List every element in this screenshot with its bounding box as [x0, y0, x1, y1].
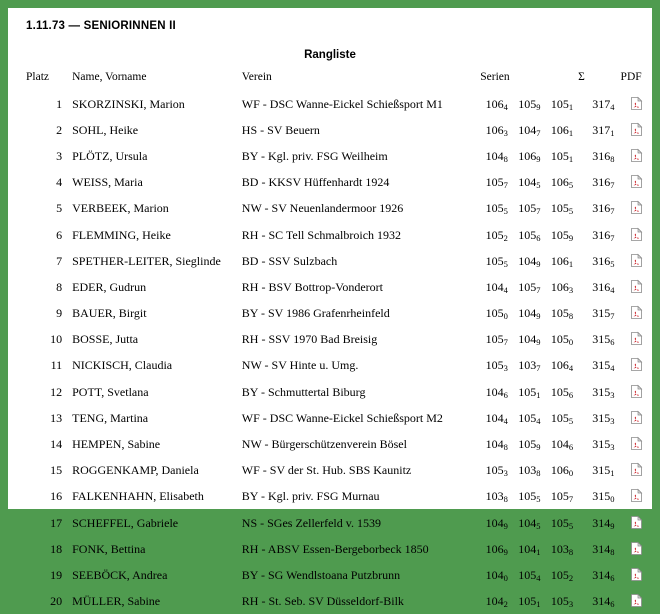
cell-sum: 3164 — [592, 279, 615, 295]
cell-serie-3: 1055 — [550, 201, 574, 217]
cell-pdf[interactable] — [621, 561, 652, 587]
cell-pdf[interactable] — [621, 588, 652, 614]
cell-serie-3: 1038 — [550, 541, 574, 557]
cell-serie-1: 1064 — [485, 96, 508, 112]
pdf-icon[interactable] — [631, 149, 642, 162]
cell-serie-3: 1061 — [550, 122, 574, 138]
cell-platz: 13 — [50, 410, 63, 425]
cell-verein: RH - St. Seb. SV Düsseldorf-Bilk — [241, 594, 404, 609]
cell-serie-3: 1052 — [550, 567, 574, 583]
cell-verein: WF - SV der St. Hub. SBS Kaunitz — [241, 463, 412, 478]
cell-pdf[interactable] — [621, 221, 652, 247]
table-row — [8, 90, 652, 116]
cell-platz: 12 — [50, 384, 63, 399]
cell-verein: BD - SSV Sulzbach — [241, 253, 338, 268]
cell-serie-1: 1057 — [485, 175, 508, 191]
cell-sum: 3156 — [592, 332, 615, 348]
cell-serie-2: 1037 — [518, 358, 541, 374]
cell-serie-2: 1047 — [518, 122, 541, 138]
cell-sum: 3151 — [592, 463, 615, 479]
pdf-icon[interactable] — [631, 411, 642, 424]
cell-serie-1: 1057 — [485, 332, 508, 348]
cell-platz: 15 — [50, 463, 63, 478]
cell-platz: 10 — [50, 332, 63, 347]
cell-pdf[interactable] — [621, 483, 652, 509]
cell-platz: 17 — [50, 515, 63, 530]
cell-name: ROGGENKAMP, Daniela — [72, 463, 199, 478]
cell-serie-2: 1054 — [518, 410, 541, 426]
cell-platz: 2 — [56, 122, 63, 137]
cell-serie-3: 1051 — [550, 96, 574, 112]
cell-sum: 3167 — [592, 201, 615, 217]
table-row — [8, 326, 652, 352]
cell-sum: 3154 — [592, 358, 615, 374]
cell-serie-1: 1053 — [485, 463, 508, 479]
cell-verein: WF - DSC Wanne-Eickel Schießsport M1 — [241, 96, 443, 111]
cell-serie-1: 1048 — [485, 148, 508, 164]
pdf-icon[interactable] — [631, 280, 642, 293]
cell-sum: 3146 — [592, 567, 615, 583]
cell-name: SCHEFFEL, Gabriele — [72, 515, 179, 530]
cell-verein: RH - SC Tell Schmalbroich 1932 — [241, 227, 402, 242]
cell-platz: 5 — [56, 201, 63, 216]
cell-serie-3: 1057 — [550, 489, 574, 505]
cell-serie-2: 1069 — [518, 148, 541, 164]
cell-serie-1: 1053 — [485, 358, 508, 374]
cell-pdf[interactable] — [621, 430, 652, 456]
cell-pdf[interactable] — [621, 169, 652, 195]
column-header-serien: Serien — [480, 71, 510, 83]
cell-pdf[interactable] — [621, 535, 652, 561]
cell-name: VERBEEK, Marion — [72, 201, 169, 216]
cell-serie-2: 1041 — [518, 541, 541, 557]
cell-serie-2: 1051 — [518, 594, 541, 610]
cell-serie-3: 1050 — [550, 332, 574, 348]
cell-serie-1: 1055 — [485, 201, 508, 217]
cell-pdf[interactable] — [621, 142, 652, 168]
cell-pdf[interactable] — [621, 90, 652, 116]
cell-serie-3: 1051 — [550, 148, 574, 164]
cell-verein: RH - ABSV Essen-Bergeborbeck 1850 — [241, 541, 429, 556]
cell-sum: 3167 — [592, 227, 615, 243]
table-row — [8, 535, 652, 561]
column-header-platz: Platz — [26, 71, 49, 83]
cell-pdf[interactable] — [621, 300, 652, 326]
cell-serie-2: 1059 — [518, 96, 541, 112]
cell-serie-2: 1056 — [518, 227, 541, 243]
cell-serie-2: 1051 — [518, 384, 541, 400]
table-row — [8, 561, 652, 587]
pdf-icon[interactable] — [631, 175, 642, 188]
cell-verein: WF - DSC Wanne-Eickel Schießsport M2 — [241, 410, 443, 425]
table-row — [8, 430, 652, 456]
column-header-name: Name, Vorname — [72, 71, 147, 83]
pdf-icon[interactable] — [631, 568, 642, 581]
cell-sum: 3157 — [592, 306, 615, 322]
cell-serie-1: 1050 — [485, 306, 508, 322]
pdf-icon[interactable] — [631, 358, 642, 371]
pdf-icon[interactable] — [631, 463, 642, 476]
pdf-icon[interactable] — [631, 437, 642, 450]
table-row — [8, 300, 652, 326]
cell-verein: NS - SGes Zellerfeld v. 1539 — [241, 515, 381, 530]
cell-serie-1: 1052 — [485, 227, 508, 243]
page-title: 1.11.73 — SENIORINNEN II — [26, 20, 176, 32]
cell-serie-2: 1045 — [518, 515, 541, 531]
cell-platz: 7 — [56, 253, 63, 268]
cell-platz: 6 — [56, 227, 63, 242]
cell-serie-1: 1063 — [485, 122, 508, 138]
cell-verein: BY - Kgl. priv. FSG Weilheim — [241, 148, 388, 163]
pdf-icon[interactable] — [631, 201, 642, 214]
cell-pdf[interactable] — [621, 352, 652, 378]
cell-platz: 18 — [50, 541, 63, 556]
cell-verein: BY - Schmuttertal Biburg — [241, 384, 366, 399]
cell-sum: 3148 — [592, 541, 615, 557]
cell-serie-2: 1054 — [518, 567, 541, 583]
list-title: Rangliste — [304, 49, 356, 61]
pdf-icon[interactable] — [631, 385, 642, 398]
cell-platz: 16 — [50, 489, 63, 504]
cell-serie-3: 1056 — [550, 384, 574, 400]
cell-sum: 3153 — [592, 410, 615, 426]
cell-sum: 3165 — [592, 253, 615, 269]
cell-serie-1: 1048 — [485, 437, 508, 453]
cell-name: FONK, Bettina — [72, 541, 146, 556]
cell-sum: 3153 — [592, 437, 615, 453]
table-row — [8, 483, 652, 509]
cell-platz: 19 — [50, 567, 63, 582]
cell-serie-3: 1055 — [550, 515, 574, 531]
table-row — [8, 404, 652, 430]
cell-serie-1: 1055 — [485, 253, 508, 269]
cell-platz: 20 — [50, 594, 63, 609]
cell-name: PLÖTZ, Ursula — [72, 148, 148, 163]
cell-serie-3: 1053 — [550, 594, 574, 610]
cell-serie-2: 1038 — [518, 463, 541, 479]
cell-pdf[interactable] — [621, 195, 652, 221]
cell-sum: 3171 — [592, 122, 615, 138]
cell-name: POTT, Svetlana — [72, 384, 149, 399]
cell-serie-1: 1044 — [485, 279, 508, 295]
cell-pdf[interactable] — [621, 116, 652, 142]
cell-pdf[interactable] — [621, 378, 652, 404]
document-page — [8, 8, 652, 610]
cell-verein: NW - SV Hinte u. Umg. — [241, 358, 359, 373]
cell-verein: BD - KKSV Hüffenhardt 1924 — [241, 175, 390, 190]
column-header-verein: Verein — [241, 71, 272, 83]
cell-pdf[interactable] — [621, 247, 652, 273]
cell-serie-2: 1049 — [518, 332, 541, 348]
table-row — [8, 169, 652, 195]
table-header-row — [8, 71, 652, 90]
cell-verein: NW - SV Neuenlandermoor 1926 — [241, 201, 404, 216]
cell-serie-3: 1055 — [550, 410, 574, 426]
ranking-table — [8, 71, 652, 614]
cell-pdf[interactable] — [621, 457, 652, 483]
table-row — [8, 509, 652, 535]
cell-sum: 3168 — [592, 148, 615, 164]
cell-serie-2: 1045 — [518, 175, 541, 191]
cell-name: BOSSE, Jutta — [72, 332, 139, 347]
cell-verein: RH - BSV Bottrop-Vonderort — [241, 279, 384, 294]
cell-verein: HS - SV Beuern — [241, 122, 320, 137]
cell-verein: BY - SV 1986 Grafenrheinfeld — [241, 306, 390, 321]
cell-serie-3: 1065 — [550, 175, 574, 191]
cell-name: BAUER, Birgit — [72, 306, 147, 321]
cell-name: HEMPEN, Sabine — [72, 437, 161, 452]
pdf-icon[interactable] — [631, 306, 642, 319]
cell-platz: 9 — [56, 306, 63, 321]
cell-verein: NW - Bürgerschützenverein Bösel — [241, 437, 407, 452]
cell-serie-1: 1040 — [485, 567, 508, 583]
cell-platz: 14 — [50, 437, 63, 452]
cell-sum: 3149 — [592, 515, 615, 531]
cell-pdf[interactable] — [621, 509, 652, 535]
cell-sum: 3150 — [592, 489, 615, 505]
cell-serie-2: 1049 — [518, 253, 541, 269]
cell-verein: BY - Kgl. priv. FSG Murnau — [241, 489, 380, 504]
pdf-icon[interactable] — [631, 489, 642, 502]
cell-platz: 4 — [56, 175, 63, 190]
cell-serie-3: 1059 — [550, 227, 574, 243]
cell-serie-1: 1046 — [485, 384, 508, 400]
cell-name: SKORZINSKI, Marion — [72, 96, 185, 111]
table-row — [8, 221, 652, 247]
cell-serie-1: 1069 — [485, 541, 508, 557]
cell-serie-3: 1063 — [550, 279, 574, 295]
cell-serie-1: 1038 — [485, 489, 508, 505]
table-row — [8, 378, 652, 404]
pdf-icon[interactable] — [631, 542, 642, 555]
cell-serie-1: 1042 — [485, 594, 508, 610]
cell-name: MÜLLER, Sabine — [72, 594, 161, 609]
column-header-pdf: PDF — [620, 71, 642, 83]
cell-serie-3: 1061 — [550, 253, 574, 269]
cell-serie-2: 1057 — [518, 201, 541, 217]
table-row — [8, 273, 652, 299]
cell-name: NICKISCH, Claudia — [72, 358, 173, 373]
cell-serie-2: 1059 — [518, 437, 541, 453]
pdf-icon[interactable] — [631, 594, 642, 607]
cell-sum: 3153 — [592, 384, 615, 400]
pdf-icon[interactable] — [631, 516, 642, 529]
table-row — [8, 457, 652, 483]
table-row — [8, 195, 652, 221]
cell-platz: 8 — [56, 279, 63, 294]
cell-serie-1: 1049 — [485, 515, 508, 531]
column-header-sigma: Σ — [578, 71, 585, 83]
table-row — [8, 352, 652, 378]
table-row — [8, 116, 652, 142]
pdf-icon[interactable] — [631, 123, 642, 136]
table-row — [8, 142, 652, 168]
cell-name: TENG, Martina — [72, 410, 149, 425]
cell-serie-1: 1044 — [485, 410, 508, 426]
cell-pdf[interactable] — [621, 326, 652, 352]
pdf-icon[interactable] — [631, 332, 642, 345]
cell-pdf[interactable] — [621, 273, 652, 299]
cell-serie-2: 1057 — [518, 279, 541, 295]
cell-platz: 1 — [56, 96, 63, 111]
cell-name: SOHL, Heike — [72, 122, 139, 137]
cell-name: FLEMMING, Heike — [72, 227, 171, 242]
cell-name: WEISS, Maria — [72, 175, 143, 190]
cell-name: SEEBÖCK, Andrea — [72, 567, 168, 582]
cell-serie-3: 1046 — [550, 437, 574, 453]
pdf-icon[interactable] — [631, 228, 642, 241]
cell-sum: 3167 — [592, 175, 615, 191]
cell-platz: 3 — [56, 148, 63, 163]
cell-serie-2: 1055 — [518, 489, 541, 505]
pdf-icon[interactable] — [631, 97, 642, 110]
cell-serie-3: 1064 — [550, 358, 574, 374]
table-row — [8, 588, 652, 614]
cell-platz: 11 — [50, 358, 63, 373]
cell-name: SPETHER-LEITER, Sieglinde — [72, 253, 221, 268]
table-row — [8, 247, 652, 273]
cell-verein: BY - SG Wendlstoana Putzbrunn — [241, 567, 401, 582]
cell-pdf[interactable] — [621, 404, 652, 430]
cell-name: EDER, Gudrun — [72, 279, 147, 294]
cell-sum: 3174 — [592, 96, 615, 112]
cell-name: FALKENHAHN, Elisabeth — [72, 489, 204, 504]
pdf-icon[interactable] — [631, 254, 642, 267]
cell-sum: 3146 — [592, 594, 615, 610]
cell-serie-2: 1049 — [518, 306, 541, 322]
cell-serie-3: 1058 — [550, 306, 574, 322]
cell-serie-3: 1060 — [550, 463, 574, 479]
cell-verein: RH - SSV 1970 Bad Breisig — [241, 332, 378, 347]
